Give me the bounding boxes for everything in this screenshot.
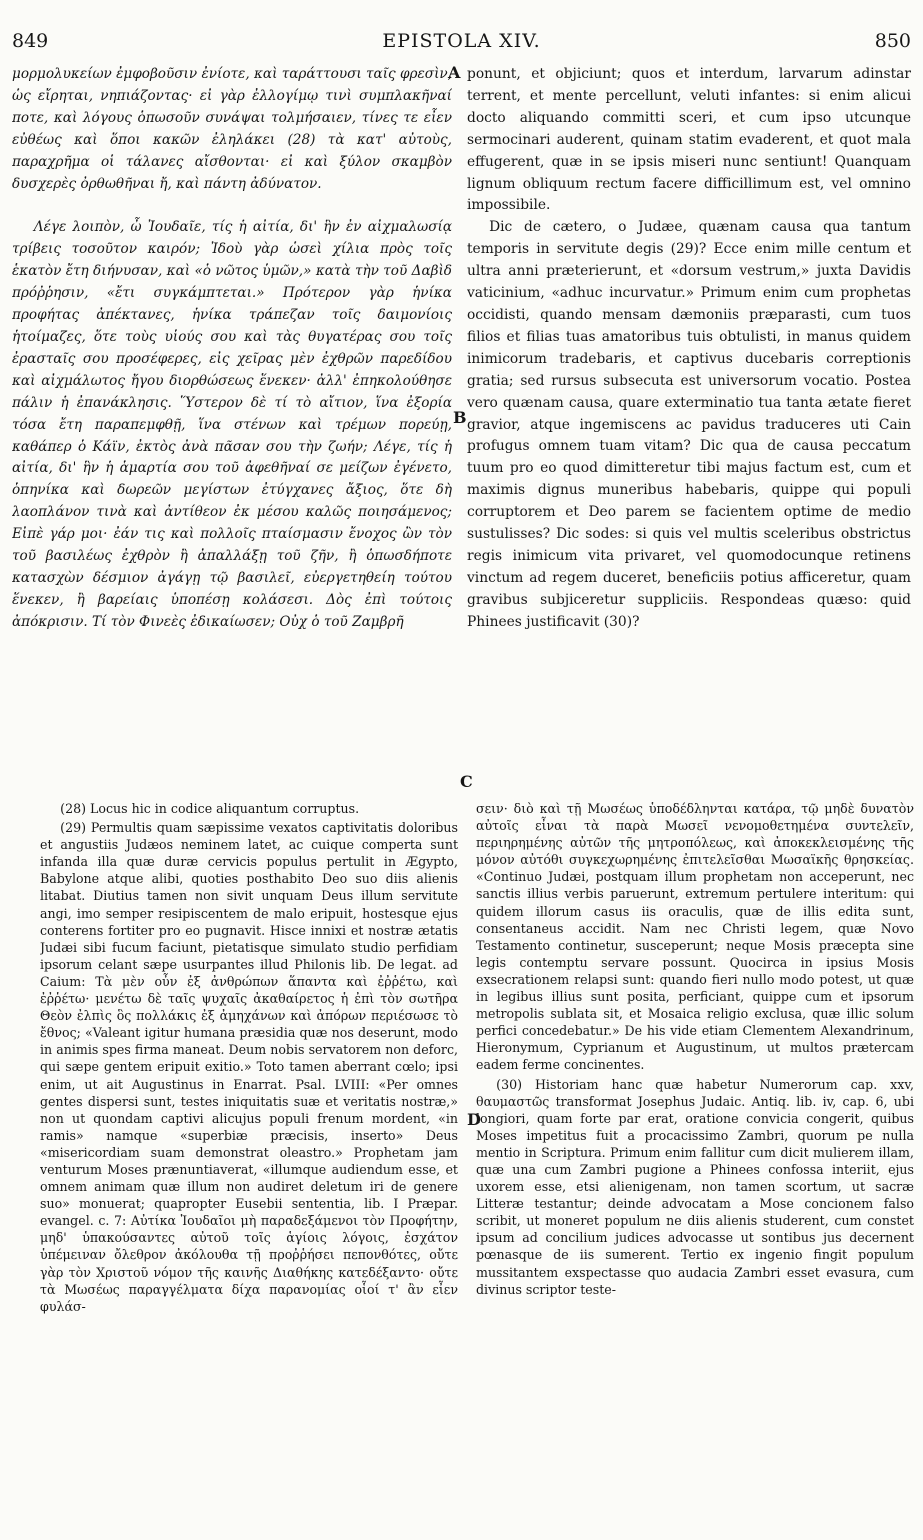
latin-text-column [467,64,911,788]
greek-paragraph-1: μορμολυκείων ἐμφοβοῦσιν ἐνίοτε, καὶ ταράττουσι ταῖς φρεσὶν, ὡς εἴρηται, νηπιάζοντας· εἰ γὰρ ἐλλογίμῳ τινὶ συμπλακῆναί ποτε, καὶ λόγους ὁπωσοῦν συνάψαι τολμήσαιεν, τίνες τε εἶεν εὐθέως καὶ ὅποι κακῶν ἐληλάκει (28) τὰ κατ' αὐτοὺς, παραχρῆμα οἱ τάλανες αἴσθονται· εἰ καὶ ξύλον σκαμβὸν δυσχερὲς ὀρθωθῆναι ἤ, καὶ πάντη ἀδύνατον. [12,66,452,192]
margin-letter-d: D [467,1110,481,1129]
margin-letter-b: B [453,408,467,427]
margin-letter-c: C [460,772,473,791]
footnote-29: (29) Permultis quam sæpissime vexatos captivitatis doloribus et angustiis Judæos neminem latet, ac cuique comperta sunt infanda illa quæ duræ cervicis populus pertulit in Ægypto, Babylone atque alibi, quoties posthabito Deo suo diis alienis litabat. Diutius tamen non sivit unquam Deus illum servitute angi, imo semper resipiscentem de malo eripuit, hostesque ejus conterens fortiter pro eo pugnavit. Hisce innixi et nostræ ætatis Judæi sibi fucum faciunt, pietatisque simulato studio perfidiam ipsorum celant sæpe usurpantes illud Philonis lib. De legat. ad Caium: Τὰ μὲν οὖν ἐξ ἀνθρώπων ἅπαντα καὶ ἐῤῥέτω, καὶ ἐῤῥέτω· μενέτω δὲ ταῖς ψυχαῖς ἀκαθαίρετος ἡ ἐπὶ τὸν σωτῆρα Θεὸν ἐλπὶς ὃς πολλάκις ἐξ ἀμηχάνων καὶ ἀπόρων περιέσωσε τὸ ἔθνος; «Valeant igitur humana præsidia quæ nos deserunt, modo in animis spes firma maneat. Deum nobis servatorem non deforc, qui sæpe gentem eripuit exitio.» Toto tamen aberrant cœlo; ipsi enim, ut ait Augustinus in Enarrat. Psal. LVIII: «Per omnes gentes dispersi sunt, testes iniquitatis suæ et veritatis nostræ,» non ut quondam captivi alicujus populi frenum mordent, «in ramis» namque «superbiæ præcisis, inserto» Deus «misericordiam suam demonstrat oleastro.» Prophetam jam venturum Moses prænuntiaverat, «illumque audiendum esse, et omnem animam quæ illum non audiret deletum iri de genere suo» monuerat; quapropter Eusebii sententia, lib. I Præpar. evangel. c. 7: Αὐτίκα Ἰουδαῖοι μὴ παραδεξάμενοι τὸν Προφήτην, μηδ' ὑπακούσαντες αὐτοῦ τοῖς ἁγίοις λόγοις, ἐσχάτον ὑπέμειναν ὄλεθρον ἀκόλουθα τῇ προῤῥήσει πεπονθότες, οὔτε γὰρ τὸν Χριστοῦ νόμον τῆς καινῆς Διαθήκης κατεδέξαντο· οὔτε τὰ Μωσέως παραγγέλματα δίχα παρανομίας οἷοί τ' ἂν εἶεν φυλάσ- [40,820,458,1314]
latin-paragraph-1: ponunt, et objiciunt; quos et interdum, larvarum adinstar terrent, et mente percellunt, veluti infantes: si enim alicui docto aliquando committi sceri, et cum ipso utcunque sermocinari auderent, quinam statim evaderent, et quot mala effugerent, quæ in se ipsis miseri nunc sentiunt! Quanquam lignum obliquum rectum facere difficillimum est, vel omnino impossibile. [467,66,911,214]
greek-text-column [12,64,452,788]
margin-letter-a: A [448,63,461,82]
running-title: EPISTOLA XIV. [382,30,541,52]
page-number-left: 849 [12,30,49,52]
greek-paragraph-2: Λέγε λοιπὸν, ὦ Ἰουδαῖε, τίς ἡ αἰτία, δι' ἣν ἐν αἰχμαλωσίᾳ τρίβεις τοσοῦτον καιρόν; Ἰδοὺ γὰρ ὡσεὶ χίλια πρὸς τοῖς ἑκατὸν ἔτη διήνυσαν, καὶ «ὁ νῶτος ὑμῶν,» κατὰ τὴν τοῦ Δαβὶδ πρόῤῥησιν, «ἔτι συγκάμπτεται.» Πρότερον γὰρ ἡνίκα προφήτας ἀπέκτανες, ἡνίκα τράπεζαν τοῖς δαιμονίοις ἡτοίμαζες, ὅτε τοὺς υἱούς σου καὶ τὰς θυγατέρας σου τοῖς ἐρασταῖς σου προσέφερες, εἰς χεῖρας μὲν ἐχθρῶν παρεδίδου καὶ αἰχμάλωτος ἤγου διορθώσεως ἕνεκεν· ἀλλ' ἐπηκολούθησε πάλιν ἡ ἐπανάκλησις. Ὕστερον δὲ τί τὸ αἴτιον, ἵνα ἐξορία τόσα ἔτη παραπεμφθῇ, ἵνα στένων καὶ τρέμων πορεύῃ, καθάπερ ὁ Κάϊν, ἐκτὸς ἀνὰ πᾶσαν σου τὴν ζωήν; Λέγε, τίς ἡ αἰτία, δι' ἣν ἡ ἁμαρτία σου τοῦ ἀφεθῆναί σε μείζων ἐγένετο, ὁπηνίκα καὶ δωρεῶν μεγίστων ἐτύγχανες ἄξιος, ὅτε δὴ λαοπλάνον τινὰ καὶ ἀντίθεον ἐκ μέσου καλῶς ποιησάμενος; Εἰπὲ γάρ μοι· ἐάν τις καὶ πολλοῖς πταίσμασιν ἔνοχος ὢν τὸν τοῦ βασιλέως ἐχθρὸν ἢ ἀπαλλάξῃ τοῦ ζῆν, ἢ ὁπωσδήποτε κατασχὼν δέσμιον ἀγάγῃ τῷ βασιλεῖ, εὐεργετηθείη τούτου ἕνεκεν, ἢ βαρείαις ὑποπέσῃ κολάσεσι. Δὸς ἐπὶ τούτοις ἀπόκρισιν. Τί τὸν Φινεὲς ἐδικαίωσεν; Οὐχ ὁ τοῦ Ζαμβρῆ [12,219,452,630]
footnote-30: (30) Historiam hanc quæ habetur Numerorum cap. xxv, θαυμαστῶς transformat Josephus Judaic. Antiq. lib. iv, cap. 6, ubi longiori, quam forte par erat, oratione convicia congerit, quibus Moses impetitus fuit a procacissimo Zambri, quorum pe nulla mentio in Scriptura. Primum enim fallitur cum dicit mulierem illam, quæ una cum Zambri pugione a Phinees confossa interiit, ejus uxorem esse, etsi alienigenam, non tamen scortum, ut sacræ Litteræ testantur; deinde advocatam a Mose concionem falso scribit, ut moneret populum ne diis alienis studerent, cum constet ipsum ad concilium judices advocasse ut sontibus jus decernent pœnasque de iis sumerent. Tertio ex ingenio fingit populum mussitantem exspectasse quo audacia Zambri esset evasura, cum divinus scriptor teste- [476,1076,914,1297]
footnotes-right-column [476,800,914,1535]
latin-paragraph-2: Dic de cætero, o Judæe, quænam causa qua tantum temporis in servitute degis (29)? Ecce enim mille centum et ultra anni præterierunt, et «dorsum vestrum,» juxta Davidis vaticinium, «adhuc incurvatur.» Primum enim cum prophetas occidisti, quando mensam dæmoniis præparasti, cum tuos filios et filias tuas amatoribus tuis obtulisti, in manus quidem inimicorum tradebaris, et captivus ducebaris correptionis gratia; sed rursus subsecuta est universorum vocatio. Postea vero quænam causa, quare exterminatio tua tanta ætate fieret gravior, atque ingemiscens ac pavidus traduceres uti Cain profugus omnem tuam vitam? Dic qua de causa peccatum tuum pro eo quod dimitteretur tibi majus factum est, cum et maximis dignus muneribus habebaris, quippe qui populi corruptorem et Deo parem se facientem optime de medio sustulisses? Dic sodes: si quis vel multis sceleribus obstrictus regis inimicum vita privaret, vel quomodocunque retinens vinctum ad regem duceret, beneficiis potius afficeretur, quam gravibus subjiceretur suppliciis. Respondeas quæso: quid Phinees justificavit (30)? [467,219,911,630]
running-header [12,30,911,60]
footnote-29-continued: σειν· διὸ καὶ τῇ Μωσέως ὑποδέδληνται κατάρα, τῷ μηδὲ δυνατὸν αὐτοῖς εἶναι τὰ παρὰ Μωσεῖ νενομοθετημένα συντελεῖν, περιηρημένης αὐτῶν τῆς μητροπόλεως, καὶ ἀποκεκλεισμένης τῆς μόνον αὐτόθι συγκεχωρημένης ἐπιτελεῖσθαι Μωσαϊκῆς θρησκείας. «Continuo Judæi, postquam illum prophetam non acceperunt, nec sanctis illius verbis paruerunt, extremum pertulere interitum: qui quidem illorum casus iis oraculis, quæ de illis edita sunt, consentaneus accidit. Nam nec Christi legem, quæ Novo Testamento continetur, susceperunt; neque Mosis præcepta sine legis contemptu servare possunt. Quocirca in ipsius Mosis exsecrationem relapsi sunt: quando fieri nullo modo potest, ut quæ in legibus illius sunt posita, perficiant, quippe cum et ipsorum metropolis sublata sit, et Mosaica religio exclusa, quæ illic solum perfici concedebatur.» De his vide etiam Clementem Alexandrinum, Hieronymum, Cyprianum et Augustinum, ut multos prætercam eadem ferme concinentes. [476,801,914,1073]
footnote-28: (28) Locus hic in codice aliquantum corruptus. [60,801,360,816]
page-number-right: 850 [874,30,911,52]
footnotes-left-column [40,800,458,1535]
